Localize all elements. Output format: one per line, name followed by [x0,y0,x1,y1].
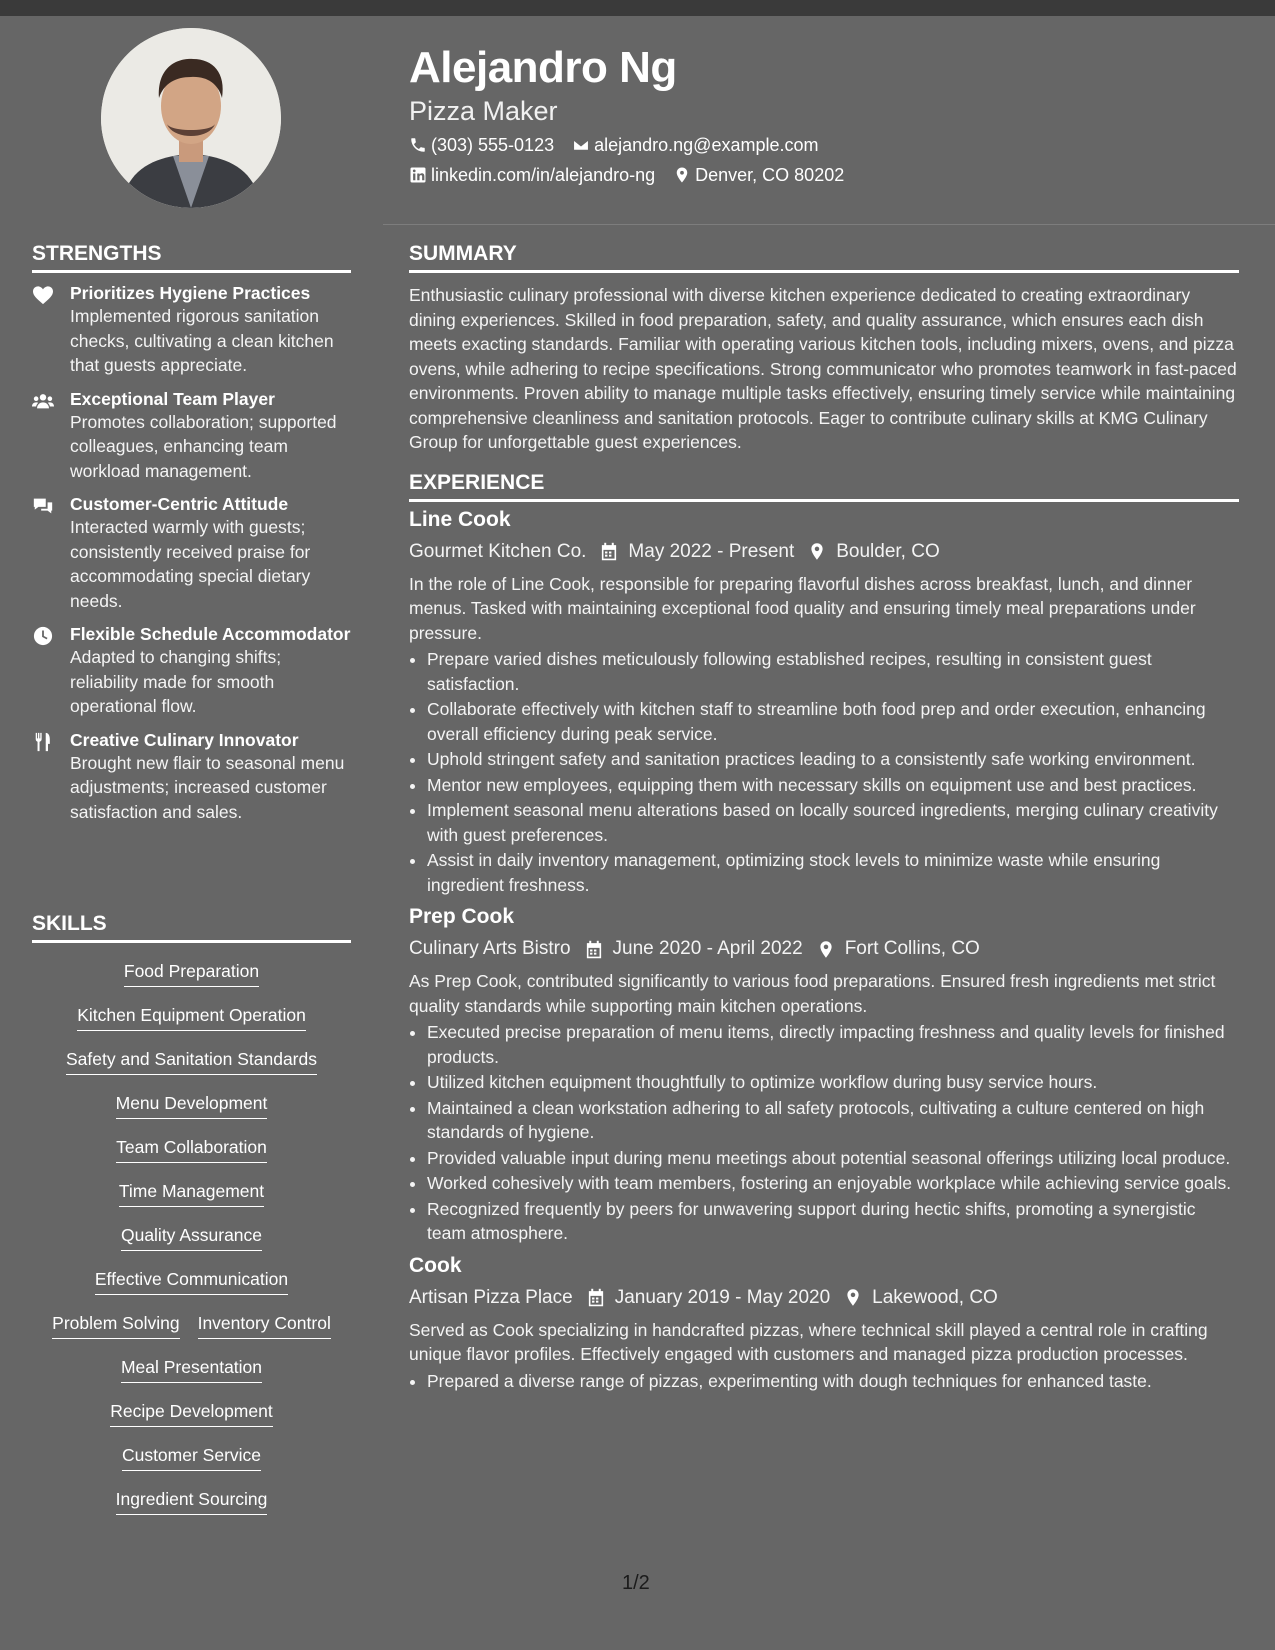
job-bullet: • Uphold stringent safety and sanitation practices leading to a consistently safe working environment. [427,747,1239,772]
job-description: In the role of Line Cook, responsible for preparing flavorful dishes across breakfast, lunch, and dinner menus. Tasked with maintaining exceptional food quality and ensuring timely meal preparations under pressure. [409,573,1196,643]
job-bullet: • Prepare varied dishes meticulously following established recipes, resulting in consistent guest satisfaction. [427,647,1239,696]
skill-list [32,959,351,1531]
map-pin-icon [844,1288,862,1307]
calendar-icon [600,542,618,561]
job-location [817,935,980,963]
job-description: As Prep Cook, contributed significantly to various food preparations. Ensured fresh ingredients met strict quality standards while supporting main kitchen operations. [409,971,1216,1016]
location-text: Denver, CO 80202 [695,165,845,185]
skill-tag: Safety and Sanitation Standards [66,1047,317,1075]
location-contact [673,162,844,188]
job-entry [409,1252,1239,1394]
profile-photo [101,28,281,208]
job-bullet: • Collaborate effectively with kitchen staff to streamline both food prep and order execution, enhancing overall efficiency during peak service. [427,697,1239,746]
job-company: Artisan Pizza Place [409,1286,573,1308]
job-dates-text: May 2022 - Present [628,540,795,562]
skill-tag: Recipe Development [110,1399,272,1427]
skill-tag: Effective Communication [95,1267,288,1295]
job-bullet: • Worked cohesively with team members, fostering an enjoyable workplace while achieving service goals. [427,1171,1239,1196]
job-bullet: • Maintained a clean workstation adhering to all safety protocols, cultivating a culture centered on high standards of hygiene. [427,1096,1239,1145]
linkedin-icon [409,166,427,184]
strength-item [32,389,351,484]
job-bullet: • Implement seasonal menu alterations based on locally sourced ingredients, merging culinary creativity with guest preferences. [427,798,1239,847]
phone-icon [409,136,427,154]
linkedin-text: linkedin.com/in/alejandro-ng [431,165,656,185]
job-bullets [409,647,1239,897]
strength-title: Customer-Centric Attitude [70,494,289,514]
top-bar [0,0,1275,16]
candidate-name: Alejandro Ng [409,43,677,92]
clock-icon [32,626,54,646]
contact-row-1 [409,132,1239,158]
skills-section [32,910,351,1531]
job-entry [409,903,1239,1246]
job-bullet: • Mentor new employees, equipping them with necessary skills on equipment use and best practices. [427,773,1239,798]
job-dates-text: January 2019 - May 2020 [614,1286,831,1308]
utensils-icon [32,732,54,752]
profile-photo-image [101,28,281,208]
strength-item [32,730,351,825]
email-text: alejandro.ng@example.com [594,135,819,155]
job-bullet: • Prepared a diverse range of pizzas, experimenting with dough techniques for enhanced taste. [427,1369,1239,1394]
experience-section [409,469,1239,1394]
phone-contact[interactable] [409,132,554,158]
job-bullet: • Utilized kitchen equipment thoughtfully to optimize workflow during busy service hours. [427,1070,1239,1095]
strength-desc: Interacted warmly with guests; consistently received praise for accommodating special dietary needs. [70,517,311,611]
experience-heading: EXPERIENCE [409,469,1239,502]
email-contact[interactable] [572,132,818,158]
job-dates-text: June 2020 - April 2022 [612,938,803,959]
skill-tag: Time Management [119,1179,264,1207]
job-entry-title: Line Cook [409,507,511,531]
skills-heading: SKILLS [32,910,351,943]
job-bullets [409,1020,1239,1246]
strength-item [32,494,351,613]
job-location [808,538,940,566]
skill-tag: Menu Development [116,1091,268,1119]
job-location [844,1284,998,1312]
map-pin-icon [673,166,691,184]
strength-desc: Adapted to changing shifts; reliability made for smooth operational flow. [70,647,282,716]
skill-tag: Customer Service [122,1443,261,1471]
job-bullet: • Provided valuable input during menu meetings about potential seasonal offerings utilizing local produce. [427,1146,1239,1171]
strength-desc: Implemented rigorous sanitation checks, cultivating a clean kitchen that guests appreciate. [70,306,334,375]
main-column [409,240,1239,1394]
heart-icon [32,285,54,305]
strength-title: Prioritizes Hygiene Practices [70,283,311,303]
skill-tag: Meal Presentation [121,1355,262,1383]
calendar-icon [587,1288,605,1307]
skill-tag: Inventory Control [198,1311,331,1339]
job-dates [587,1284,830,1312]
job-bullet: • Recognized frequently by peers for unwavering support during hectic shifts, promoting a synergistic team atmosphere. [427,1197,1239,1246]
job-bullet: • Executed precise preparation of menu items, directly impacting freshness and quality levels for finished products. [427,1020,1239,1069]
job-title: Pizza Maker [409,96,558,126]
skill-tag: Kitchen Equipment Operation [77,1003,306,1031]
job-entry-title: Cook [409,1253,462,1277]
job-entry-title: Prep Cook [409,905,515,928]
job-bullets [409,1369,1239,1394]
calendar-icon [585,940,603,959]
strength-title: Flexible Schedule Accommodator [70,624,351,644]
job-dates [600,538,794,566]
strength-desc: Promotes collaboration; supported colleagues, enhancing team workload management. [70,411,337,481]
strength-title: Creative Culinary Innovator [70,729,299,750]
job-company: Gourmet Kitchen Co. [409,540,587,562]
page-number: 1/2 [622,1572,650,1594]
job-entry [409,506,1239,898]
map-pin-icon [817,940,835,959]
strength-title: Exceptional Team Player [70,388,275,409]
job-bullet: • Assist in daily inventory management, optimizing stock levels to minimize waste while ensuring ingredient freshness. [427,848,1239,897]
skill-tag: Ingredient Sourcing [116,1487,268,1515]
contact-row-2 [409,162,1239,188]
job-location-text: Lakewood, CO [872,1286,998,1308]
strength-item [32,624,351,719]
skill-tag: Quality Assurance [121,1223,262,1251]
job-location-text: Boulder, CO [836,540,940,562]
summary-text: Enthusiastic culinary professional with diverse kitchen experience dedicated to creating extraordinary dining experiences. Skilled in food preparation, safety, and quality assurance, which ensures each dish meets exacting standards. Familiar with operating various kitchen tools, including mixers, ovens, and pizza ovens, while adhering to recipe specifications. Strong communicator who promotes teamwork in fast-paced environments. Proven ability to manage multiple tasks effectively, ensuring timely service while maintaining comprehensive cleanliness and sanitation protocols. Eager to contribute culinary skills at KMG Culinary Group for unforgettable guest experiences. [409,285,1237,452]
resume-header [409,42,1239,188]
strengths-heading: STRENGTHS [32,240,351,273]
summary-section [409,240,1239,455]
users-icon [32,391,54,411]
linkedin-contact[interactable] [409,162,655,188]
job-meta [409,538,1239,566]
strength-item [32,283,351,378]
strength-desc: Brought new flair to seasonal menu adjustments; increased customer satisfaction and sales. [70,752,345,822]
job-dates [585,935,803,963]
job-location-text: Fort Collins, CO [844,938,980,959]
skill-tag: Problem Solving [52,1311,179,1339]
job-meta [409,1284,1239,1312]
chat-icon [32,496,54,516]
phone-text: (303) 555-0123 [431,135,555,155]
summary-heading: SUMMARY [409,240,1239,273]
skill-tag: Team Collaboration [116,1135,267,1163]
job-description: Served as Cook specializing in handcrafted pizzas, where technical skill played a central role in crafting unique flavor profiles. Effectively engaged with customers and managed pizza production processes. [409,1319,1208,1364]
strengths-section [32,240,351,835]
job-meta [409,935,1239,963]
email-icon [572,136,590,154]
skill-tag: Food Preparation [124,959,259,987]
map-pin-icon [808,542,826,561]
header-divider [383,224,1275,225]
job-company: Culinary Arts Bistro [409,938,571,959]
